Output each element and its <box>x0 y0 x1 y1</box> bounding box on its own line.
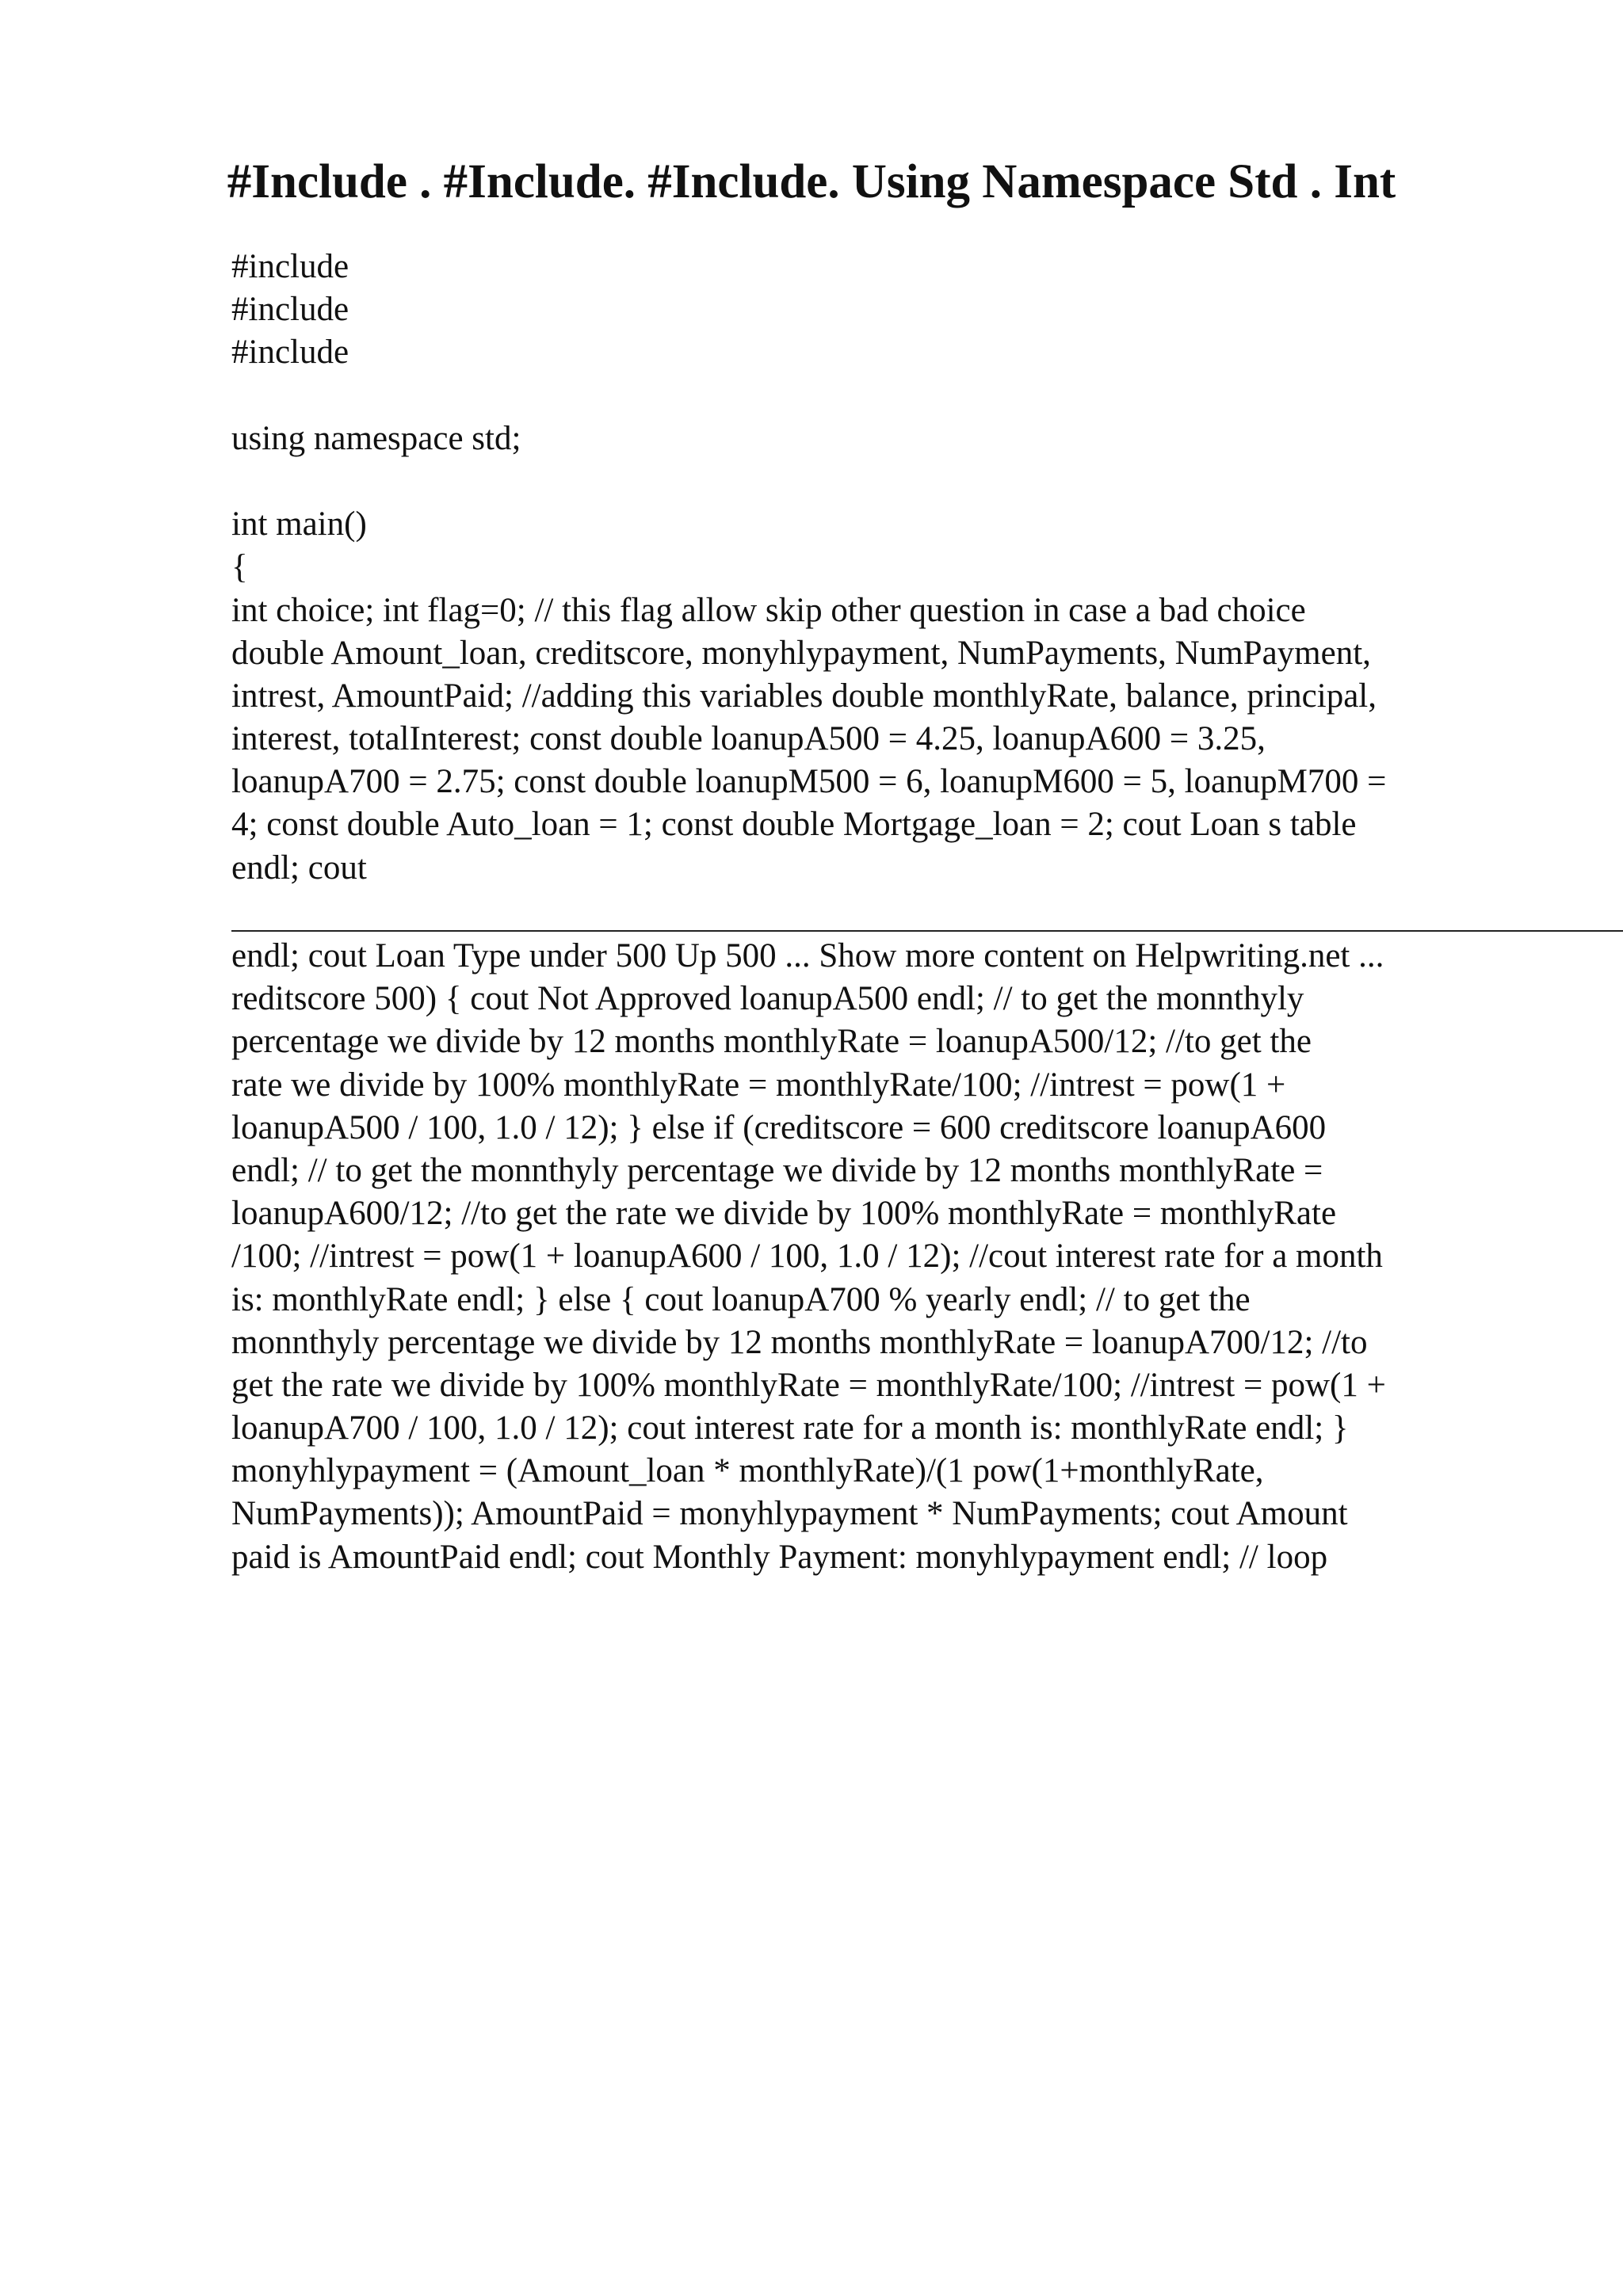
text-line: get the rate we divide by 100% monthlyRate = monthlyRate/100; //intrest = pow(1 + <box>231 1366 1386 1404</box>
text-line: endl; cout <box>231 849 367 887</box>
text-line: double Amount_loan, creditscore, monyhlypayment, NumPayments, NumPayment, <box>231 634 1371 672</box>
document-title-text: #Include . #Include. #Include. Using Namespace Std . Int <box>227 155 1396 208</box>
text-line: 4; const double Auto_loan = 1; const double Mortgage_loan = 2; cout Loan s table <box>231 806 1357 844</box>
text-line: loanupA600/12; //to get the rate we divide by 100% monthlyRate = monthlyRate <box>231 1195 1337 1233</box>
text-line: /100; //intrest = pow(1 + loanupA600 / 100, 1.0 / 12); //cout interest rate for a month <box>231 1238 1383 1276</box>
text-line: endl; cout Loan Type under 500 Up 500 ... Show more content on Helpwriting.net ... <box>231 937 1384 974</box>
section-divider <box>231 930 1623 932</box>
text-line: monnthyly percentage we divide by 12 months monthlyRate = loanupA700/12; //to <box>231 1323 1368 1361</box>
text-line: monyhlypayment = (Amount_loan * monthlyRate)/(1 pow(1+monthlyRate, <box>231 1452 1264 1490</box>
text-line: #include <box>231 248 349 285</box>
text-line: intrest, AmountPaid; //adding this variables double monthlyRate, balance, principal, <box>231 677 1377 715</box>
text-line: #include <box>231 291 349 329</box>
text-line: percentage we divide by 12 months monthlyRate = loanupA500/12; //to get the <box>231 1023 1312 1061</box>
text-line: #include <box>231 334 349 372</box>
text-line: int choice; int flag=0; // this flag allow skip other question in case a bad choice <box>231 591 1306 629</box>
text-line: endl; // to get the monnthyly percentage we divide by 12 months monthlyRate = <box>231 1151 1323 1189</box>
text-line <box>231 375 1623 418</box>
text-line: paid is AmountPaid endl; cout Monthly Payment: monyhlypayment endl; // loop <box>231 1538 1328 1576</box>
text-line: int main() <box>231 505 367 543</box>
text-line: reditscore 500) { cout Not Approved loanupA500 endl; // to get the monnthyly <box>231 980 1304 1018</box>
code-excerpt-top <box>231 246 1623 890</box>
text-line: { <box>231 548 248 586</box>
text-line: is: monthlyRate endl; } else { cout loanupA700 % yearly endl; // to get the <box>231 1280 1251 1318</box>
document-title <box>0 151 1623 214</box>
text-line: rate we divide by 100% monthlyRate = monthlyRate/100; //intrest = pow(1 + <box>231 1066 1286 1104</box>
text-line: NumPayments)); AmountPaid = monyhlypayment * NumPayments; cout Amount <box>231 1495 1348 1533</box>
text-line: loanupA500 / 100, 1.0 / 12); } else if (creditscore = 600 creditscore loanupA600 <box>231 1108 1327 1146</box>
text-line: interest, totalInterest; const double loanupA500 = 4.25, loanupA600 = 3.25, <box>231 720 1266 758</box>
text-line <box>231 460 1623 503</box>
text-line: loanupA700 / 100, 1.0 / 12); cout interest rate for a month is: monthlyRate endl; } <box>231 1409 1349 1447</box>
text-line: using namespace std; <box>231 419 521 457</box>
code-excerpt-bottom <box>231 935 1623 1579</box>
text-line: loanupA700 = 2.75; const double loanupM500 = 6, loanupM600 = 5, loanupM700 = <box>231 763 1387 801</box>
